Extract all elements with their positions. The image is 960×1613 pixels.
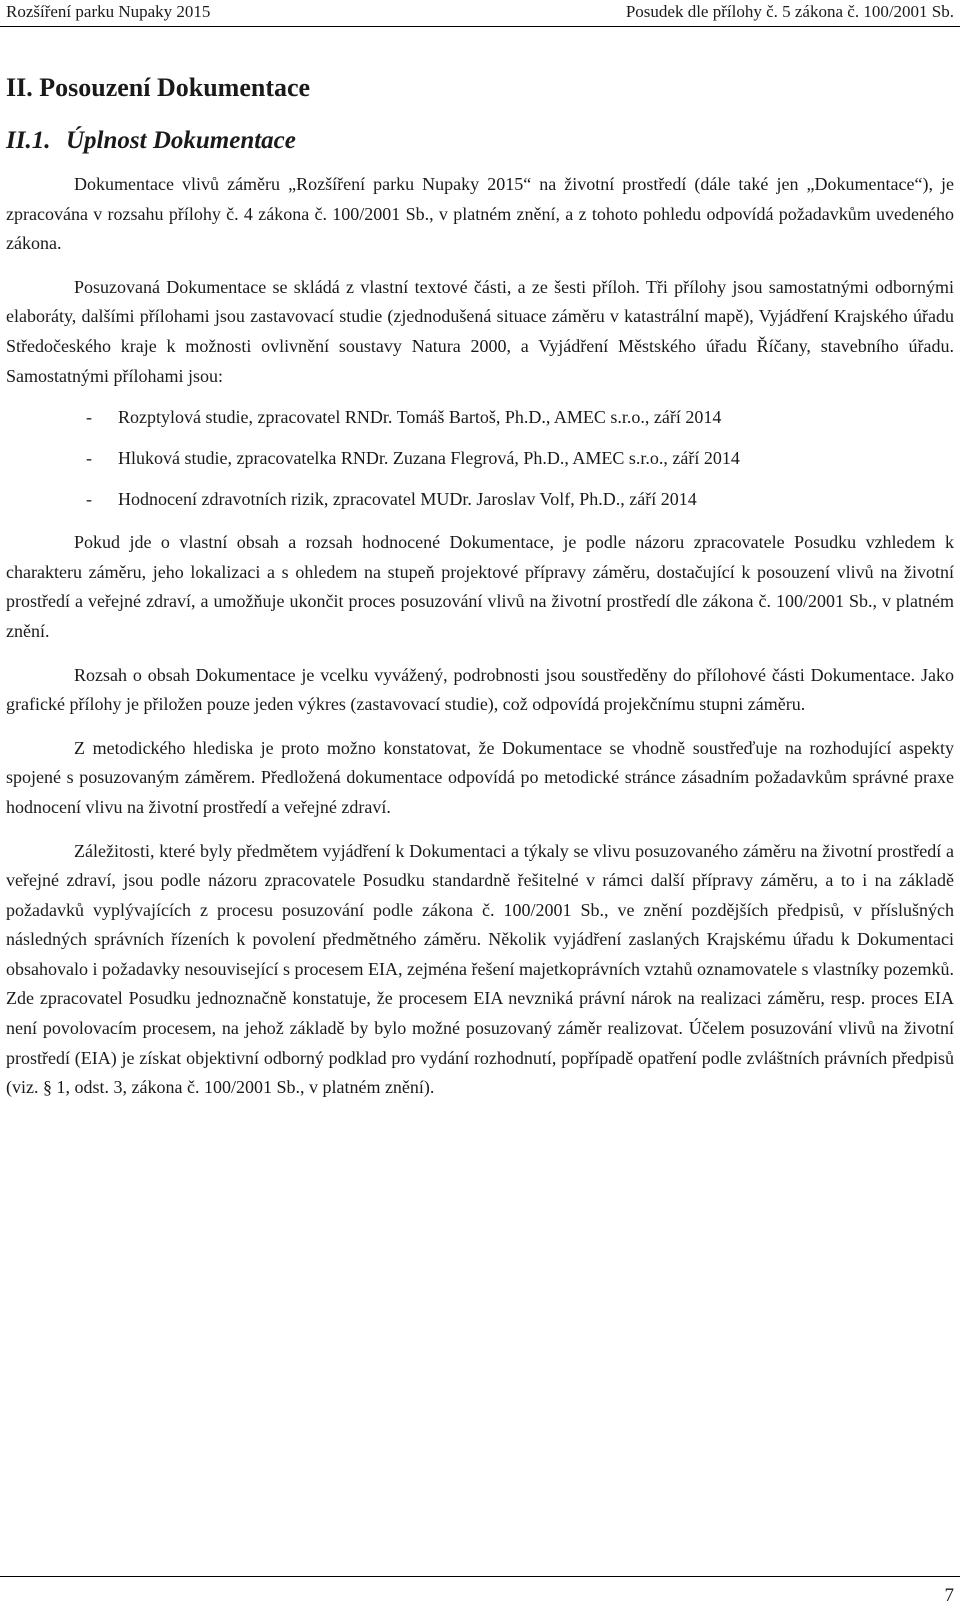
list-dash: - [86, 489, 92, 510]
subsection-number: II.1. [6, 127, 51, 154]
page-header [0, 0, 960, 26]
header-divider [0, 26, 960, 27]
subsection-heading [6, 126, 954, 156]
paragraph-issues: Záležitosti, které byly předmětem vyjádření k Dokumentaci a týkaly se vlivu posuzovaného záměru na životní prostředí a veřejné zdraví, jsou podle názoru zpracovatele Posudku standardně řešitelné v rámci další přípravy záměru, a to i na základě požadavků vyplývajících z procesu posuzování podle zákona č. 100/2001 Sb., ve znění pozdějších předpisů, v příslušných následných správních řízeních k povolení předmětného záměru. Několik vyjádření zaslaných Krajskému úřadu k Dokumentaci obsahovalo i požadavky nesouvisející s procesem EIA, zejména řešení majetkoprávních vztahů oznamovatele s vlastníky pozemků. Zde zpracovatel Posudku jednoznačně konstatuje, že procesem EIA nevzniká právní nárok na realizaci záměru, resp. proces EIA není povolovacím procesem, na jehož základě by bylo možné posuzovaný záměr realizovat. Účelem posuzování vlivů na životní prostředí (EIA) je získat objektivní odborný podklad pro vydání rozhodnutí, popřípadě opatření podle zvláštních právních předpisů (viz. § 1, odst. 3, zákona č. 100/2001 Sb., v platném znění). [6, 840, 954, 1098]
page-number: 7 [944, 1585, 954, 1606]
annex-list [6, 403, 954, 514]
header-document-type: Posudek dle přílohy č. 5 zákona č. 100/2001 Sb. [625, 2, 954, 21]
list-item [6, 444, 954, 473]
paragraph-scope: Rozsah o obsah Dokumentace je vcelku vyvážený, podrobnosti jsou soustředěny do přílohové části Dokumentace. Jako grafické přílohy je přiložen pouze jeden výkres (zastavovací studie), což odpovídá projekčnímu stupni záměru. [6, 664, 954, 715]
paragraph-composition: Posuzovaná Dokumentace se skládá z vlastní textové části, a ze šesti příloh. Tři přílohy jsou samostatnými odbornými elaboráty, dalšími přílohami jsou zastavovací studie (zjednodušená situace záměru v katastrální mapě), Vyjádření Krajského úřadu Středočeského kraje k možnosti ovlivnění soustavy Natura 2000, a Vyjádření Městského úřadu Říčany, stavebního úřadu. Samostatnými přílohami jsou: [6, 276, 954, 386]
paragraph-content-assessment: Pokud jde o vlastní obsah a rozsah hodnocené Dokumentace, je podle názoru zpracovatele Posudku vzhledem k charakteru záměru, jeho lokalizaci a s ohledem na stupeň projektové přípravy záměru, dostačující k posouzení vlivů na životní prostředí a veřejné zdraví, a umožňuje ukončit proces posuzování vlivů na životní prostředí dle zákona č. 100/2001 Sb., v platném znění. [6, 532, 954, 641]
list-item-text: Hluková studie, zpracovatelka RNDr. Zuzana Flegrová, Ph.D., AMEC s.r.o., září 2014 [118, 448, 740, 469]
footer-divider [0, 1576, 960, 1577]
header-document-title: Rozšíření parku Nupaky 2015 [6, 2, 211, 21]
list-item-text: Hodnocení zdravotních rizik, zpracovatel MUDr. Jaroslav Volf, Ph.D., září 2014 [118, 489, 697, 510]
list-item [6, 485, 954, 514]
document-body [6, 72, 954, 1103]
section-heading: II. Posouzení Dokumentace [6, 73, 311, 102]
list-item-text: Rozptylová studie, zpracovatel RNDr. Tomáš Bartoš, Ph.D., AMEC s.r.o., září 2014 [118, 407, 722, 428]
list-dash: - [86, 448, 92, 469]
list-dash: - [86, 407, 92, 428]
subsection-title: Úplnost Dokumentace [66, 127, 296, 154]
paragraph-completeness: Dokumentace vlivů záměru „Rozšíření parku Nupaky 2015“ na životní prostředí (dále také jen „Dokumentace“), je zpracována v rozsahu přílohy č. 4 zákona č. 100/2001 Sb., v platném znění, a z tohoto pohledu odpovídá požadavkům uvedeného zákona. [6, 174, 954, 254]
list-item [6, 403, 954, 432]
paragraph-methodology: Z metodického hlediska je proto možno konstatovat, že Dokumentace se vhodně soustřeďuje na rozhodující aspekty spojené s posuzovaným záměrem. Předložená dokumentace odpovídá po metodické stránce zásadním požadavkům správné praxe hodnocení vlivu na životní prostředí a veřejné zdraví. [6, 737, 954, 817]
